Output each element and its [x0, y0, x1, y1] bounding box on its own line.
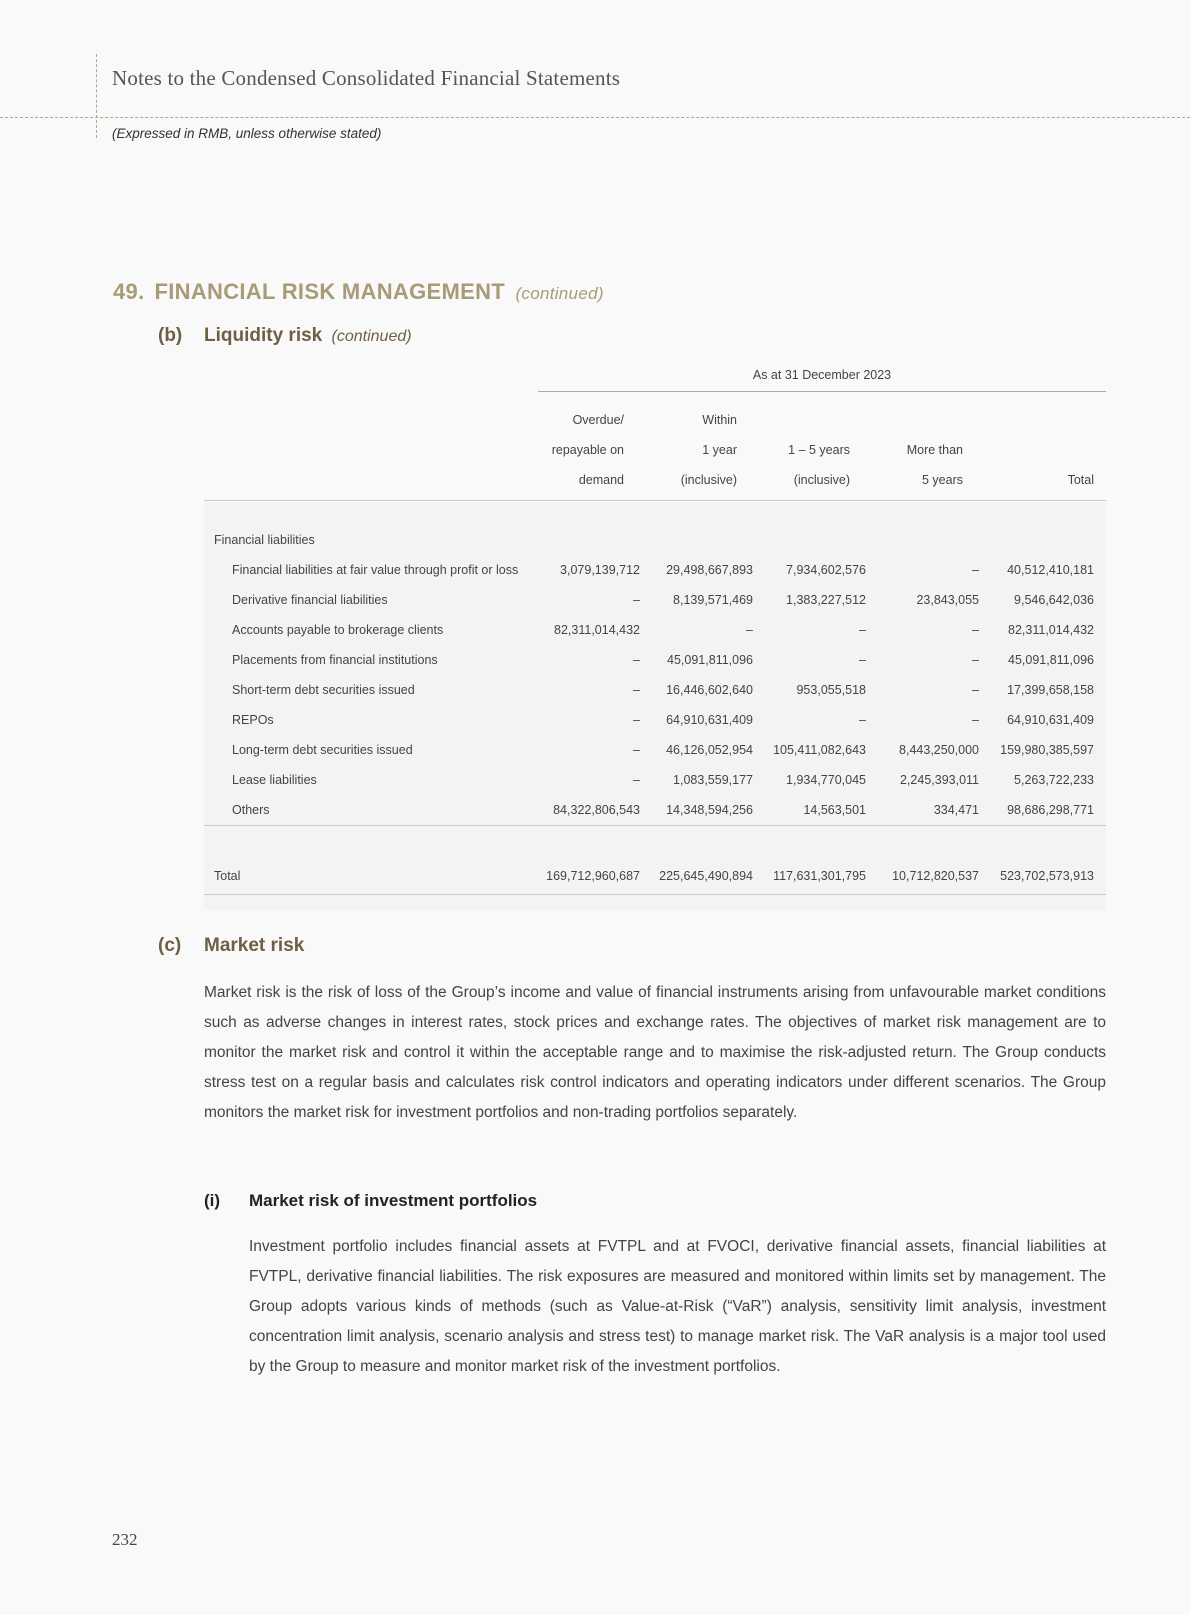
table-row: Lease liabilities – 1,083,559,177 1,934,770,045 2,245,393,011 5,263,722,233 — [232, 773, 1094, 787]
table-row: Long-term debt securities issued – 46,126,052,954 105,411,082,643 8,443,250,000 159,980,385,597 — [232, 743, 1094, 757]
running-header-subtitle: (Expressed in RMB, unless otherwise stated) — [112, 126, 382, 141]
subsection-continued: (continued) — [331, 328, 412, 345]
section-continued: (continued) — [515, 284, 604, 303]
subsection-title: Liquidity risk — [204, 325, 323, 346]
table-row: REPOs – 64,910,631,409 – – 64,910,631,409 — [232, 713, 1094, 727]
subsection-label: (b) — [158, 325, 183, 346]
market-risk-paragraph: Market risk is the risk of loss of the Group’s income and value of financial instruments arising from unfavourable market conditions such as adverse changes in interest rates, stock prices and exchange rates. The objectives of market risk management are to monitor the market risk and control it within the acceptable range and to maximise the risk-adjusted return. The Group conducts stress test on a regular basis and calculates risk control indicators and operating indicators under different scenarios. The Group monitors the market risk for investment portfolios and non-trading portfolios separately. — [204, 984, 1106, 1121]
section-number: 49. — [113, 279, 145, 304]
section-title: FINANCIAL RISK MANAGEMENT — [154, 279, 506, 304]
header-horizontal-rule — [0, 117, 1190, 118]
table-bottom-rule — [204, 894, 1106, 895]
subsection-label: (i) — [204, 1191, 221, 1210]
section-heading — [113, 279, 604, 305]
table-row: Short-term debt securities issued – 16,446,602,640 953,055,518 – 17,399,658,158 — [232, 683, 1094, 697]
subtotal-rule — [204, 825, 1106, 826]
table-total-row: Total 169,712,960,687 225,645,490,894 117,631,301,795 10,712,820,537 523,702,573,913 — [214, 869, 1094, 883]
table-period-header: As at 31 December 2023 — [538, 368, 1106, 392]
investment-portfolios-heading — [204, 1191, 537, 1211]
table-row: Derivative financial liabilities – 8,139,571,469 1,383,227,512 23,843,055 9,546,642,036 — [232, 593, 1094, 607]
market-risk-heading — [158, 935, 304, 957]
subsection-title: Market risk of investment portfolios — [249, 1191, 538, 1210]
col-header-1-5-years: 1 – 5 years (inclusive) — [788, 443, 850, 487]
table-row: Accounts payable to brokerage clients 82,311,014,432 – – – 82,311,014,432 — [232, 623, 1094, 637]
liquidity-risk-heading — [158, 325, 412, 347]
header-vertical-rule — [96, 54, 97, 138]
running-header-title: Notes to the Condensed Consolidated Financial Statements — [112, 66, 621, 90]
table-group-label-row — [204, 525, 1106, 555]
col-header-overdue: Overdue/ repayable on demand — [551, 413, 624, 487]
investment-portfolios-paragraph: Investment portfolio includes financial assets at FVTPL and at FVOCI, derivative financial assets, financial liabilities at FVTPL, derivative financial liabilities. The risk exposures are measured and monitored within limits set by management. The Group adopts various kinds of methods (such as Value-at-Risk (“VaR”) analysis, sensitivity limit analysis, investment concentration limit analysis, scenario analysis and stress test) to manage market risk. The VaR analysis is a major tool used by the Group to measure and monitor market risk of the investment portfolios. — [249, 1238, 1106, 1375]
table-row: Financial liabilities at fair value through profit or loss 3,079,139,712 29,498,667,893 7,934,602,576 – 40,512,410,181 — [232, 563, 1094, 577]
table-row: Placements from financial institutions – 45,091,811,096 – – 45,091,811,096 — [232, 653, 1094, 667]
col-header-more-than-5-years: More than 5 years — [906, 443, 963, 487]
subsection-label: (c) — [158, 935, 182, 956]
table-column-headers — [204, 405, 1106, 501]
group-label: Financial liabilities — [214, 533, 315, 547]
table-row: Others 84,322,806,543 14,348,594,256 14,563,501 334,471 98,686,298,771 — [232, 803, 1094, 817]
col-header-total: Total — [1067, 473, 1094, 487]
col-header-within-1-year: Within 1 year (inclusive) — [680, 413, 737, 487]
page-number: 232 — [112, 1530, 138, 1549]
subsection-title: Market risk — [204, 935, 305, 956]
